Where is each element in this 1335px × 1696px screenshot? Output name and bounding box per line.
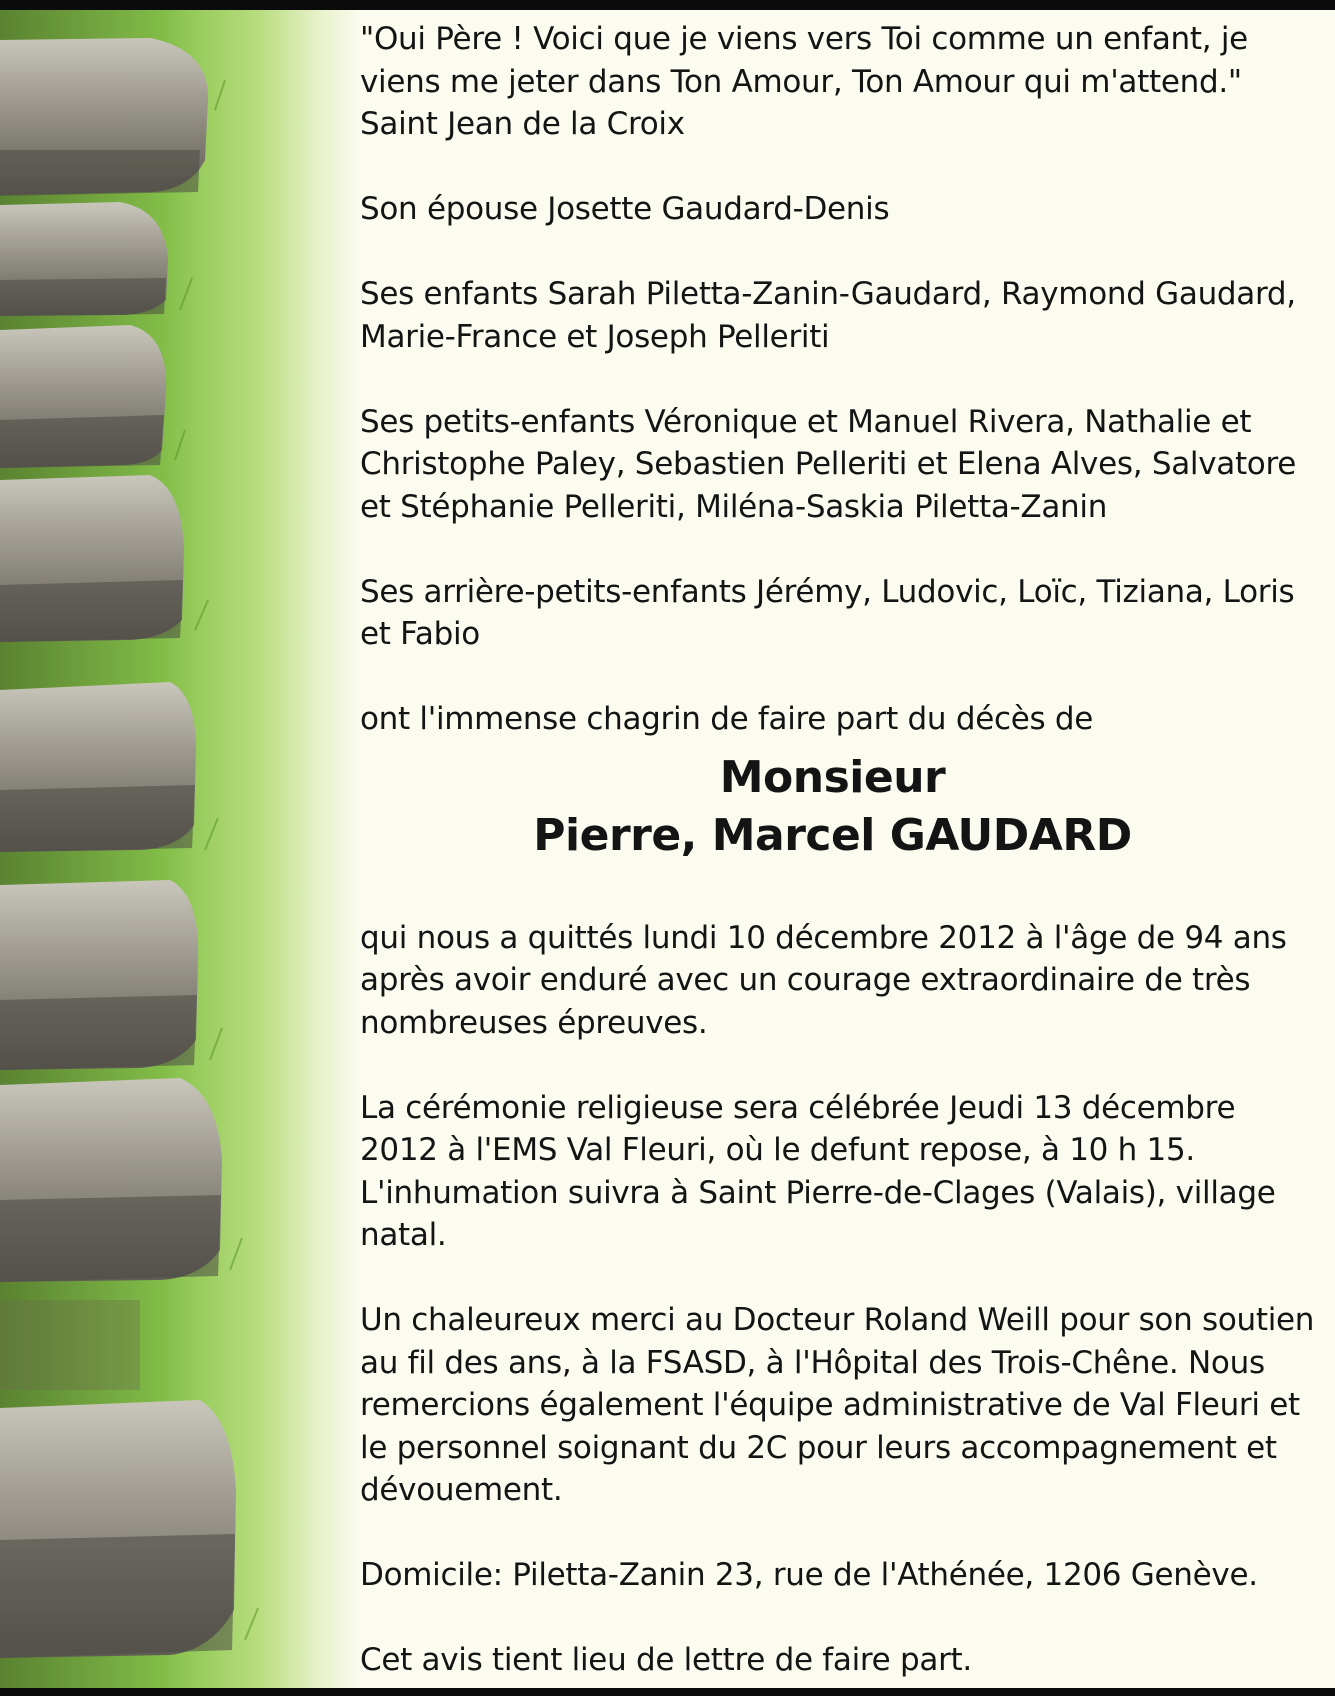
family-spouse: Son épouse Josette Gaudard-Denis xyxy=(360,191,890,227)
family-great-grandchildren: Ses arrière-petits-enfants Jérémy, Ludovic, Loïc, Tiziana, Loris et Fabio xyxy=(360,573,1295,652)
announcement-line: ont l'immense chagrin de faire part du décès de xyxy=(360,701,1094,737)
domicile-address: Domicile: Piletta-Zanin 23, rue de l'Athénée, 1206 Genève. xyxy=(360,1557,1258,1593)
ceremony-details: La cérémonie religieuse sera célébrée Jeudi 13 décembre 2012 à l'EMS Val Fleuri, où le defunt repose, à 10 h 15. L'inhumation suivra à Saint Pierre-de-Clages (Valais), village natal. xyxy=(360,1089,1276,1253)
family-children: Ses enfants Sarah Piletta-Zanin-Gaudard, Raymond Gaudard, Marie-France et Joseph Pelleriti xyxy=(360,276,1296,355)
top-border xyxy=(0,0,1335,10)
stone-7 xyxy=(0,1078,222,1282)
deceased-name: Pierre, Marcel GAUDARD xyxy=(533,809,1132,861)
stone-1 xyxy=(0,38,208,196)
stone-4 xyxy=(0,475,184,642)
obituary-text xyxy=(360,18,1315,1682)
thanks-paragraph: Un chaleureux merci au Docteur Roland Weill pour son soutien au fil des ans, à la FSASD, à l'Hôpital des Trois-Chêne. Nous remercions également l'équipe administrative de Val Fleuri et le personnel soignant du 2C pour leurs accompagnement et dévouement. xyxy=(360,1302,1315,1508)
family-grandchildren: Ses petits-enfants Véronique et Manuel Rivera, Nathalie et Christophe Paley, Sebastien Pelleriti et Elena Alves, Salvatore et Stéphanie Pelleriti, Miléna-Saskia Piletta-Zanin xyxy=(360,403,1297,525)
stone-3 xyxy=(0,325,166,468)
deceased-title: Monsieur xyxy=(719,751,946,803)
stone-2 xyxy=(0,202,168,316)
stone-6 xyxy=(0,880,198,1070)
stone-5 xyxy=(0,682,196,852)
stone-steps-photo xyxy=(0,10,360,1688)
stone-8 xyxy=(0,1400,236,1658)
bottom-border xyxy=(0,1688,1335,1696)
epigraph-author: Saint Jean de la Croix xyxy=(360,106,685,142)
death-details: qui nous a quittés lundi 10 décembre 2012 à l'âge de 94 ans après avoir enduré avec un courage extraordinaire de très nombreuses épreuves. xyxy=(360,919,1287,1041)
deceased-name-block xyxy=(350,749,1315,865)
epigraph-quote: "Oui Père ! Voici que je viens vers Toi comme un enfant, je viens me jeter dans Ton Amour, Ton Amour qui m'attend." xyxy=(360,21,1248,100)
closing-line: Cet avis tient lieu de lettre de faire part. xyxy=(360,1642,972,1678)
